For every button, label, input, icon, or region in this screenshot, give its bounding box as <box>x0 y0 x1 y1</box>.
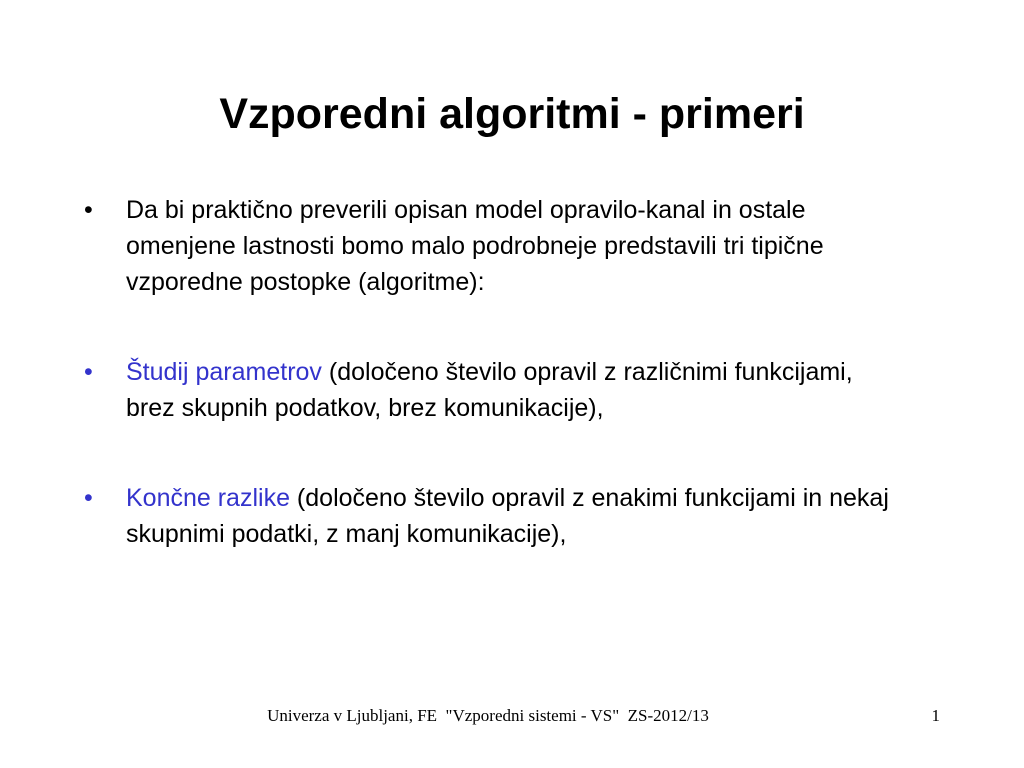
bullet-item <box>84 192 904 300</box>
bullet-list <box>84 192 904 606</box>
page-number: 1 <box>931 706 940 725</box>
bullet-item <box>84 480 904 552</box>
bullet-item <box>84 354 904 426</box>
bullet-text: Da bi praktično preverili opisan model opravilo-kanal in ostale omenjene lastnosti bomo malo podrobneje predstavili tri tipične vzporedne postopke (algoritme): <box>126 196 824 296</box>
bullet-text: (določeno število opravil z enakimi funkcijami in nekaj skupnimi podatki, z manj komunikacije), <box>126 484 889 548</box>
bullet-marker: • <box>84 196 93 224</box>
bullet-marker: • <box>84 484 93 512</box>
bullet-highlight: Končne razlike <box>126 484 290 512</box>
bullet-text: (določeno število opravil z različnimi funkcijami, brez skupnih podatkov, brez komunikacije), <box>126 358 853 422</box>
bullet-highlight: Študij parametrov <box>126 358 322 386</box>
slide-title: Vzporedni algoritmi - primeri <box>219 90 805 138</box>
bullet-marker: • <box>84 358 93 386</box>
footer-text: Univerza v Ljubljani, FE "Vzporedni sistemi - VS" ZS-2012/13 <box>267 706 709 725</box>
